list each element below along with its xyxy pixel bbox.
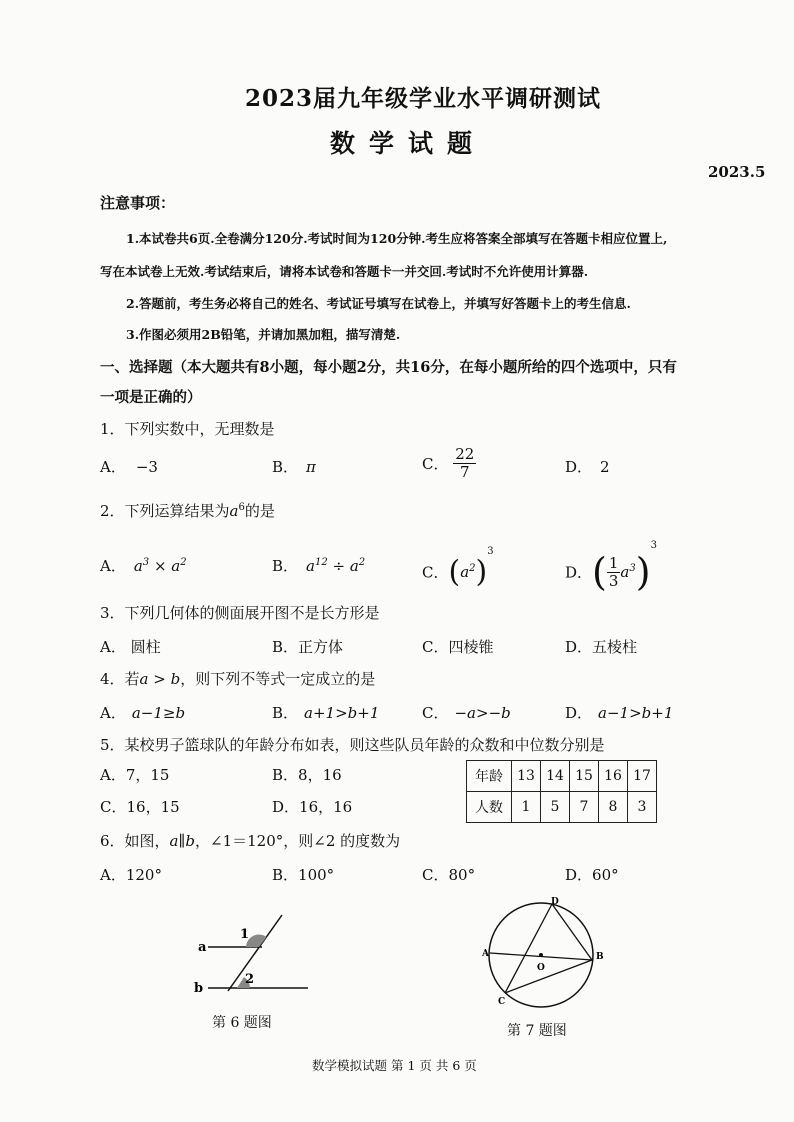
fraction-22-7: $\frac{22}{7}$ — [455, 445, 475, 481]
q2-option-c: C．$(a^2)^3$ — [422, 546, 494, 590]
angle-1-marker — [246, 935, 267, 947]
q5-option-a: A．7，15 — [100, 766, 170, 784]
q4-option-c: C． −a>−b — [422, 704, 511, 722]
q4-stem: 4．若a > b，则下列不等式一定成立的是 — [100, 670, 376, 688]
transversal-line — [228, 915, 282, 991]
table-cell: 3 — [628, 792, 657, 823]
table-cell: 15 — [570, 761, 599, 792]
q3-option-c: C．四棱锥 — [422, 638, 494, 656]
q2-option-b: B． $a^{12} \div a^2$ — [272, 557, 366, 575]
q6-option-b: B．100° — [272, 866, 335, 884]
q1-option-c: C． $\frac{22}{7}$ — [422, 445, 475, 481]
table-cell: 7 — [570, 792, 599, 823]
q4-option-b: B． a+1>b+1 — [272, 704, 380, 722]
notice-item1-line1: 1.本试卷共6页.全卷满分120分.考试时间为120分钟.考生应将答案全部填写在答题卡相应位置上, — [126, 231, 668, 246]
chord-cd — [505, 904, 552, 993]
q1-stem: 1．下列实数中，无理数是 — [100, 420, 275, 438]
figure-6-parallel-lines — [190, 905, 320, 1000]
q5-option-b: B．8，16 — [272, 766, 342, 784]
label-angle-1: 1 — [240, 927, 250, 942]
table-cell: 17 — [628, 761, 657, 792]
label-b: b — [194, 981, 204, 996]
exam-date: 2023.5 — [708, 163, 766, 181]
label-o: O — [537, 963, 545, 973]
q3-option-d: D．五棱柱 — [565, 638, 638, 656]
table-cell: 人数 — [467, 792, 512, 823]
q3-option-a: A． 圆柱 — [100, 638, 161, 656]
table-cell: 5 — [541, 792, 570, 823]
q4-option-a: A． a−1≥b — [100, 704, 186, 722]
label-a: a — [198, 940, 207, 955]
q6-option-d: D．60° — [565, 866, 619, 884]
table-cell: 8 — [599, 792, 628, 823]
table-cell: 16 — [599, 761, 628, 792]
q5-option-c: C．16，15 — [100, 798, 180, 816]
label-angle-2: 2 — [245, 972, 255, 987]
label-a: A — [482, 949, 489, 959]
table-cell: 14 — [541, 761, 570, 792]
figure-6-caption: 第 6 题图 — [212, 1015, 272, 1031]
table-row-age — [467, 761, 657, 792]
section1-heading-line1: 一、选择题（本大题共有8小题，每小题2分，共16分，在每小题所给的四个选项中，只有 — [100, 359, 677, 376]
q5-option-d: D．16，16 — [272, 798, 353, 816]
figure-7-circle — [478, 893, 608, 1013]
table-cell: 1 — [512, 792, 541, 823]
table-row-count — [467, 792, 657, 823]
notice-item3: 3.作图必须用2B铅笔，并请加黑加粗，描写清楚. — [126, 327, 401, 342]
q1-option-d: D． 2 — [565, 458, 610, 476]
q2-option-a: A． $a^3 \times a^2$ — [100, 557, 187, 575]
notice-item1-line2: 写在本试卷上无效.考试结束后，请将本试卷和答题卡一并交回.考试时不允许使用计算器. — [100, 264, 589, 279]
label-b: B — [596, 952, 604, 962]
exam-subtitle: 数学试题 — [330, 129, 487, 158]
page-footer: 数学模拟试题 第 1 页 共 6 页 — [312, 1058, 477, 1073]
q1-option-b: B． π — [272, 458, 316, 476]
age-distribution-table — [466, 760, 657, 823]
q2-stem: 2．下列运算结果为$a^6$的是 — [100, 502, 275, 520]
figure-7-caption: 第 7 题图 — [507, 1023, 567, 1039]
label-c: C — [498, 997, 506, 1007]
table-cell: 13 — [512, 761, 541, 792]
q6-option-a: A．120° — [100, 866, 162, 884]
q6-option-c: C．80° — [422, 866, 476, 884]
q4-option-d: D． a−1>b+1 — [565, 704, 674, 722]
section1-heading-line2: 一项是正确的） — [100, 389, 202, 406]
notice-heading: 注意事项： — [100, 194, 176, 212]
label-d: D — [551, 897, 559, 907]
notice-item2: 2.答题前，考生务必将自己的姓名、考试证号填写在试卷上，并填写好答题卡上的考生信息. — [126, 296, 631, 311]
table-cell: 年龄 — [467, 761, 512, 792]
q6-stem: 6．如图，a∥b，∠1＝120°，则∠2 的度数为 — [100, 832, 401, 850]
q3-option-b: B．正方体 — [272, 638, 344, 656]
chord-cb — [505, 960, 592, 993]
q1-option-a: A． −3 — [100, 458, 158, 476]
q5-stem: 5．某校男子篮球队的年龄分布如表，则这些队员年龄的众数和中位数分别是 — [100, 736, 605, 754]
q2-option-d: D．( $\frac{1}{3}$ $a^3)^3$ — [565, 540, 657, 594]
exam-title: 2023届九年级学业水平调研测试 — [245, 85, 602, 112]
q3-stem: 3．下列几何体的侧面展开图不是长方形是 — [100, 604, 380, 622]
center-point-o — [539, 953, 543, 957]
